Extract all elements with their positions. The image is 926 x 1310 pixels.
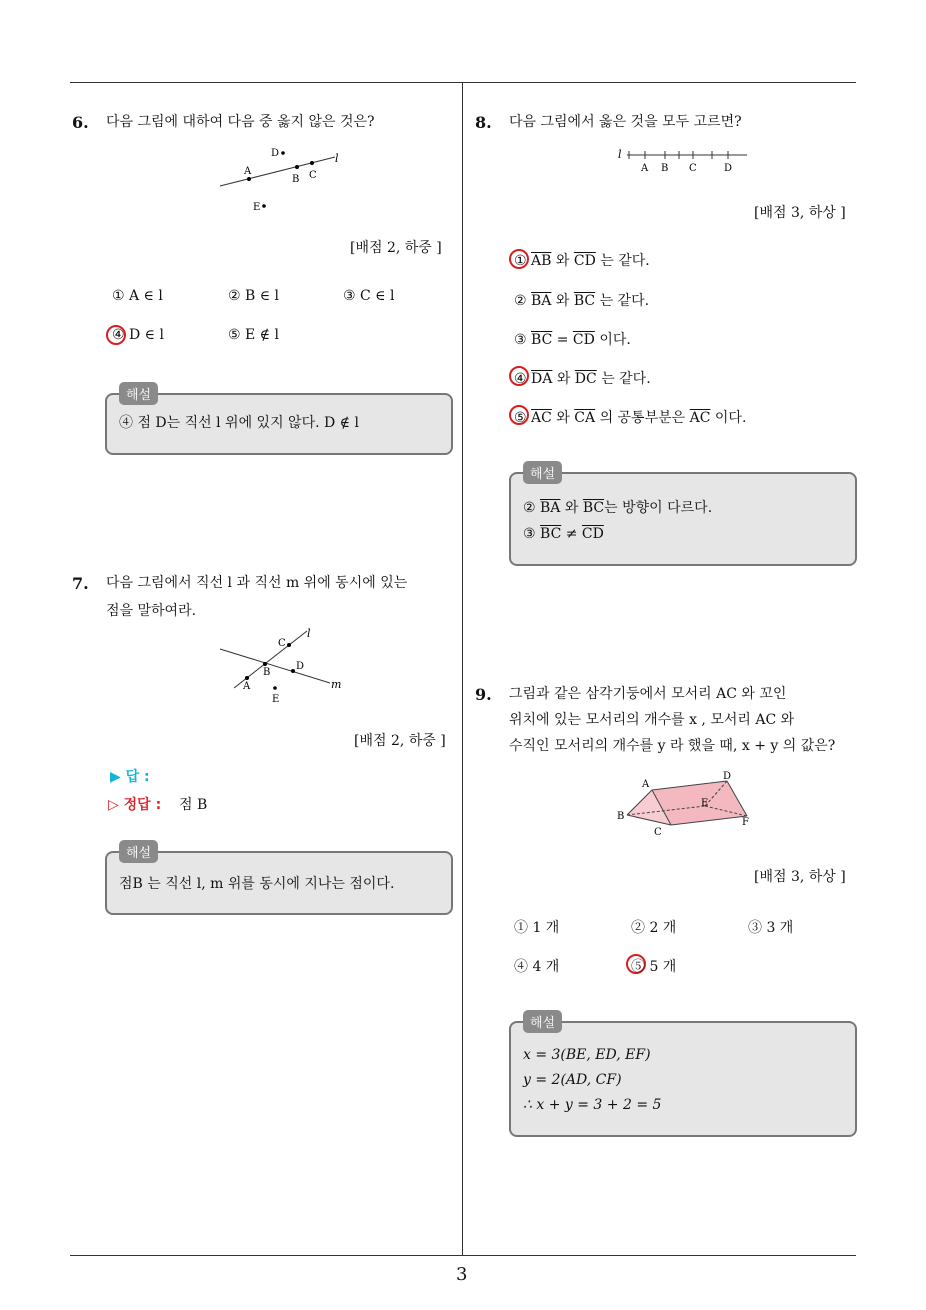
option-5[interactable]: ⑤ E ∉ l xyxy=(228,327,279,343)
option-2[interactable] xyxy=(514,290,649,310)
figure-label-E: E xyxy=(701,798,709,809)
figure-label-l: l xyxy=(307,627,311,640)
option-tail: 이다. xyxy=(714,410,747,426)
figure-label-B: B xyxy=(617,811,625,822)
option-4[interactable] xyxy=(514,368,651,388)
option-3[interactable]: ③ C ∈ l xyxy=(343,288,395,304)
explanation-mark: ③ xyxy=(523,526,536,542)
explanation-line xyxy=(523,496,712,521)
figure-two-lines xyxy=(212,625,352,710)
line-symbol: $\overline{CD}$ xyxy=(573,253,596,269)
option-1[interactable] xyxy=(514,250,650,270)
segment-symbol: $\overline{AC}$ xyxy=(689,410,711,426)
explanation-tag: 해설 xyxy=(523,461,562,484)
ray-symbol: $\overline{CA}$ xyxy=(574,410,596,426)
explanation-line: ④ 점 D는 직선 l 위에 있지 않다. D ∉ l xyxy=(119,415,359,431)
connector: 와 xyxy=(555,253,570,269)
question-text-line-3: 수직인 모서리의 개수를 y 라 했을 때, x + y 의 값은? xyxy=(509,738,836,754)
option-tail: 이다. xyxy=(599,332,631,348)
connector: ≠ xyxy=(565,526,578,542)
connector: 와 xyxy=(564,500,579,516)
page-number: 3 xyxy=(456,1264,468,1285)
figure-label-B: B xyxy=(263,667,271,678)
connector: 와 xyxy=(556,410,570,426)
explanation-mark: ② xyxy=(523,500,536,516)
figure-label-D: D xyxy=(296,661,305,672)
option-mark: ⑤ xyxy=(514,410,527,426)
connector: 와 xyxy=(555,293,570,309)
correct-value: 점 B xyxy=(179,797,208,813)
option-3[interactable] xyxy=(514,329,631,349)
option-5[interactable] xyxy=(514,407,746,427)
score-meta: [배점 2, 하중 ] xyxy=(350,240,442,256)
score-meta: [배점 2, 하중 ] xyxy=(354,733,446,749)
option-tail: 는 같다. xyxy=(601,371,651,387)
figure-label-C: C xyxy=(278,638,286,649)
question-number: 8. xyxy=(475,113,492,132)
figure-label-E: E xyxy=(253,202,261,213)
figure-label-F: F xyxy=(742,817,749,828)
option-4[interactable]: ④ 4 개 xyxy=(514,959,560,975)
option-1[interactable]: ① 1 개 xyxy=(514,920,560,936)
question-text-line-1: 다음 그림에서 직선 l 과 직선 m 위에 동시에 있는 xyxy=(106,575,408,591)
option-tail: 는 같다. xyxy=(600,253,650,269)
question-number: 9. xyxy=(475,685,492,704)
option-tail: 의 공통부분은 xyxy=(599,410,686,426)
segment-symbol: $\overline{CD}$ xyxy=(572,332,595,348)
question-text-line-2: 위치에 있는 모서리의 개수를 x , 모서리 AC 와 xyxy=(509,712,795,728)
figure-label-C: C xyxy=(309,170,317,181)
figure-label-A: A xyxy=(244,166,252,177)
option-5[interactable]: ⑤ 5 개 xyxy=(631,959,677,975)
figure-triangular-prism xyxy=(612,768,757,840)
question-text: 다음 그림에 대하여 다음 중 옳지 않은 것은? xyxy=(106,114,375,130)
figure-label-B: B xyxy=(292,174,300,185)
figure-label-D: D xyxy=(724,163,733,174)
figure-label-B: B xyxy=(661,163,669,174)
question-number: 7. xyxy=(72,574,89,593)
ray-symbol: $\overline{BC}$ xyxy=(573,293,596,309)
option-2[interactable]: ② 2 개 xyxy=(631,920,677,936)
ray-symbol: $\overline{AC}$ xyxy=(531,410,552,426)
score-meta: [배점 3, 하상 ] xyxy=(754,869,846,885)
segment-symbol: $\overline{BC}$ xyxy=(540,526,562,542)
ray-symbol: $\overline{BC}$ xyxy=(582,500,605,516)
explanation-line: ∴ x + y = 3 + 2 = 5 xyxy=(523,1097,662,1113)
ray-symbol: $\overline{DC}$ xyxy=(574,371,597,387)
option-mark: ③ xyxy=(514,332,527,348)
figure-label-m: m xyxy=(331,678,342,691)
correct-label: ▷ 정답 : xyxy=(108,797,162,813)
option-mark: ② xyxy=(514,293,527,309)
explanation-tag: 해설 xyxy=(119,840,158,863)
ray-symbol: $\overline{BA}$ xyxy=(540,500,561,516)
bottom-rule xyxy=(70,1255,856,1256)
question-number: 6. xyxy=(72,113,89,132)
option-3[interactable]: ③ 3 개 xyxy=(748,920,794,936)
explanation-tail: 는 방향이 다르다. xyxy=(604,500,713,516)
connector: 와 xyxy=(556,371,571,387)
figure-label-A: A xyxy=(642,779,650,790)
question-text-line-2: 점을 말하여라. xyxy=(106,603,197,619)
ray-symbol: $\overline{DA}$ xyxy=(531,371,553,387)
figure-label-C: C xyxy=(689,163,697,174)
explanation-box xyxy=(509,472,857,566)
score-meta: [배점 3, 하상 ] xyxy=(754,205,846,221)
option-1[interactable]: ① A ∈ l xyxy=(112,288,163,304)
option-2[interactable]: ② B ∈ l xyxy=(228,288,280,304)
segment-symbol: $\overline{BC}$ xyxy=(531,332,553,348)
ray-symbol: $\overline{BA}$ xyxy=(531,293,552,309)
figure-number-line xyxy=(615,145,755,177)
figure-label-l: l xyxy=(335,152,339,165)
explanation-line xyxy=(523,522,604,547)
option-mark: ① xyxy=(514,253,527,269)
figure-label-D: D xyxy=(271,148,280,159)
column-divider xyxy=(462,83,463,1255)
explanation-box xyxy=(509,1021,857,1137)
figure-label-l: l xyxy=(618,148,622,161)
figure-label-A: A xyxy=(243,681,251,692)
explanation-line: 점B 는 직선 l, m 위를 동시에 지나는 점이다. xyxy=(119,876,395,892)
line-symbol: $\overline{AB}$ xyxy=(531,253,552,269)
explanation-line: y = 2(AD, CF) xyxy=(523,1072,622,1088)
option-4[interactable]: ④ D ∈ l xyxy=(112,327,164,343)
option-tail: 는 같다. xyxy=(599,293,650,309)
top-rule xyxy=(70,82,856,83)
figure-label-D: D xyxy=(723,771,732,782)
explanation-tag: 해설 xyxy=(119,382,158,405)
question-text-line-1: 그림과 같은 삼각기둥에서 모서리 AC 와 꼬인 xyxy=(509,686,787,702)
figure-label-C: C xyxy=(654,827,662,838)
option-mark: ④ xyxy=(514,371,527,387)
segment-symbol: $\overline{CD}$ xyxy=(581,526,604,542)
figure-line-points xyxy=(215,140,345,215)
question-text: 다음 그림에서 옳은 것을 모두 고르면? xyxy=(509,114,742,130)
answer-label: ▶ 답 : xyxy=(110,769,150,785)
connector: = xyxy=(556,332,569,348)
figure-label-E: E xyxy=(272,694,280,705)
explanation-line: x = 3(BE, ED, EF) xyxy=(523,1047,651,1063)
figure-label-A: A xyxy=(641,163,649,174)
explanation-tag: 해설 xyxy=(523,1010,562,1033)
